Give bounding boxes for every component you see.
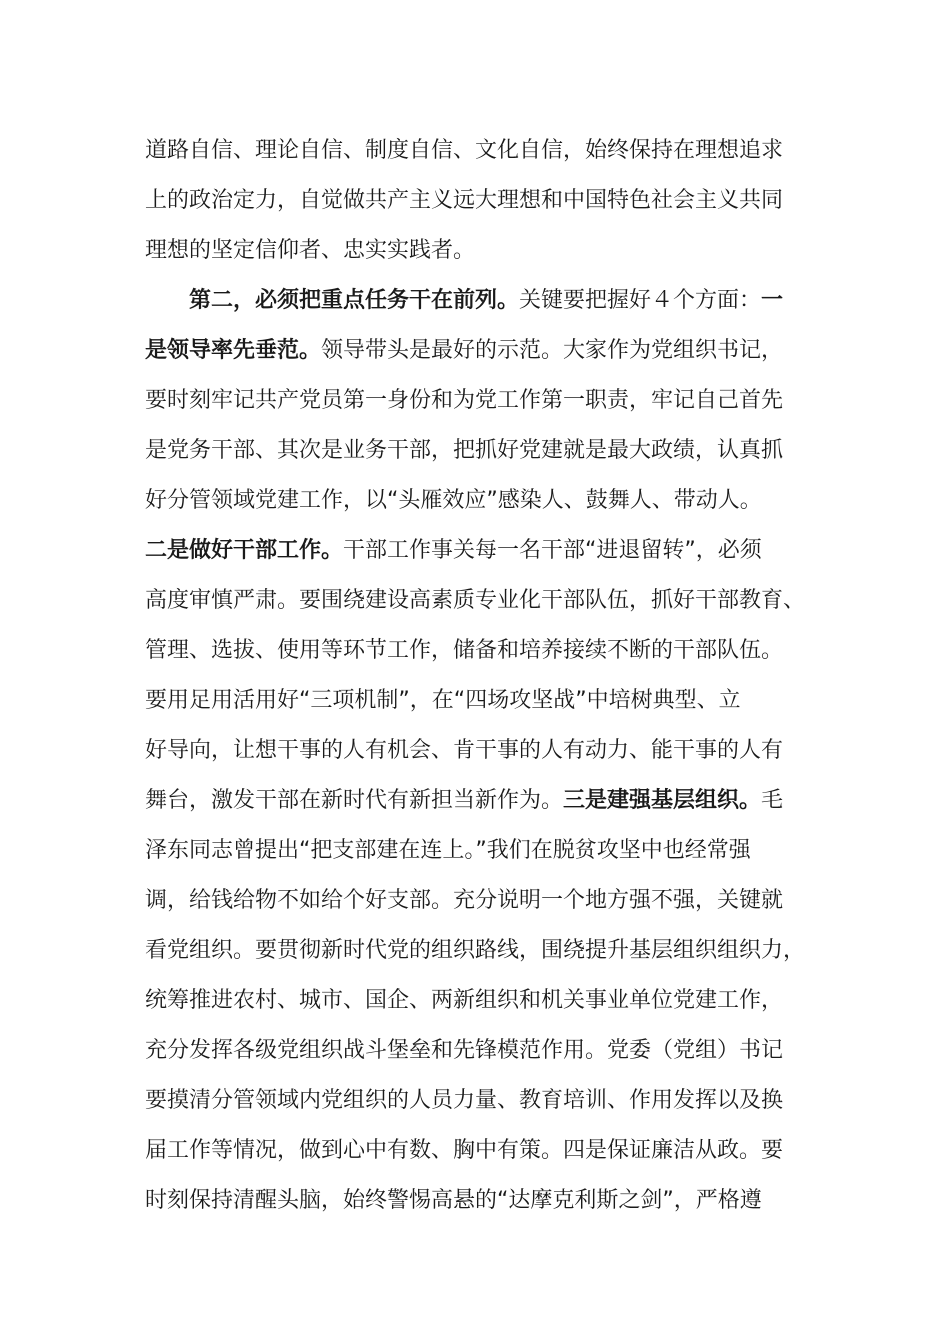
text-line bbox=[145, 826, 805, 876]
point-heading: 是领导率先垂范。 bbox=[145, 338, 322, 363]
text-run: 理想的坚定信仰者、忠实实践者。 bbox=[145, 238, 476, 263]
text-line bbox=[145, 676, 805, 726]
text-run: 统筹推进农村、城市、国企、两新组织和机关事业单位党建工作， bbox=[145, 988, 784, 1013]
point-heading: 一 bbox=[761, 288, 784, 313]
text-run: 干部工作事关每一名干部“进退留转”，必须 bbox=[343, 538, 762, 563]
text-run: 时刻保持清醒头脑，始终警惕高悬的“达摩克利斯之剑”，严格遵 bbox=[145, 1188, 762, 1213]
text-run: 充分发挥各级党组织战斗堡垒和先锋模范作用。党委（党组）书记 bbox=[145, 1038, 784, 1063]
text-line bbox=[145, 926, 805, 976]
text-run: 关键要把握好４个方面： bbox=[519, 288, 762, 313]
text-run: 高度审慎严肃。要围绕建设高素质专业化干部队伍，抓好干部教育、 bbox=[145, 588, 806, 613]
text-line bbox=[145, 726, 805, 776]
text-line bbox=[145, 576, 805, 626]
text-run: 届工作等情况，做到心中有数、胸中有策。四是保证廉洁从政。要 bbox=[145, 1138, 784, 1163]
text-line bbox=[145, 426, 805, 476]
text-run: 要时刻牢记共产党员第一身份和为党工作第一职责，牢记自己首先 bbox=[145, 388, 784, 413]
body-text bbox=[145, 126, 805, 1226]
point-heading: 三是建强基层组织。 bbox=[563, 788, 762, 813]
point-heading: 二是做好干部工作。 bbox=[145, 538, 344, 563]
text-line bbox=[145, 1076, 805, 1126]
text-run: 好分管领域党建工作，以“头雁效应”感染人、鼓舞人、带动人。 bbox=[145, 488, 762, 513]
text-line bbox=[145, 476, 805, 526]
text-run: 舞台，激发干部在新时代有新担当新作为。 bbox=[145, 788, 564, 813]
text-run: 看党组织。要贯彻新时代党的组织路线，围绕提升基层组织组织力， bbox=[145, 938, 806, 963]
text-run: 上的政治定力，自觉做共产主义远大理想和中国特色社会主义共同 bbox=[145, 188, 784, 213]
text-line bbox=[145, 1126, 805, 1176]
text-line bbox=[145, 626, 805, 676]
text-line bbox=[145, 526, 805, 576]
text-run: 是党务干部、其次是业务干部，把抓好党建就是最大政绩，认真抓 bbox=[145, 438, 784, 463]
text-run: 道路自信、理论自信、制度自信、文化自信，始终保持在理想追求 bbox=[145, 138, 784, 163]
text-run: 调，给钱给物不如给个好支部。充分说明一个地方强不强，关键就 bbox=[145, 888, 784, 913]
text-run: 要摸清分管领域内党组织的人员力量、教育培训、作用发挥以及换 bbox=[145, 1088, 784, 1113]
text-line bbox=[145, 1176, 805, 1226]
text-line bbox=[145, 326, 805, 376]
text-line bbox=[145, 776, 805, 826]
text-run: 要用足用活用好“三项机制”，在“四场攻坚战”中培树典型、立 bbox=[145, 688, 741, 713]
text-line bbox=[145, 1026, 805, 1076]
text-run: 毛 bbox=[761, 788, 784, 813]
text-run: 领导带头是最好的示范。大家作为党组织书记， bbox=[321, 338, 784, 363]
text-run: 好导向，让想干事的人有机会、肯干事的人有动力、能干事的人有 bbox=[145, 738, 784, 763]
section-heading: 第二，必须把重点任务干在前列。 bbox=[189, 288, 520, 313]
text-line bbox=[145, 976, 805, 1026]
text-line bbox=[145, 226, 805, 276]
text-run: 管理、选拔、使用等环节工作，储备和培养接续不断的干部队伍。 bbox=[145, 638, 784, 663]
text-line bbox=[145, 176, 805, 226]
text-line bbox=[145, 876, 805, 926]
text-line bbox=[145, 376, 805, 426]
text-line bbox=[145, 126, 805, 176]
paragraph-start-line bbox=[145, 276, 805, 326]
text-run: 泽东同志曾提出“把支部建在连上。”我们在脱贫攻坚中也经常强 bbox=[145, 838, 751, 863]
